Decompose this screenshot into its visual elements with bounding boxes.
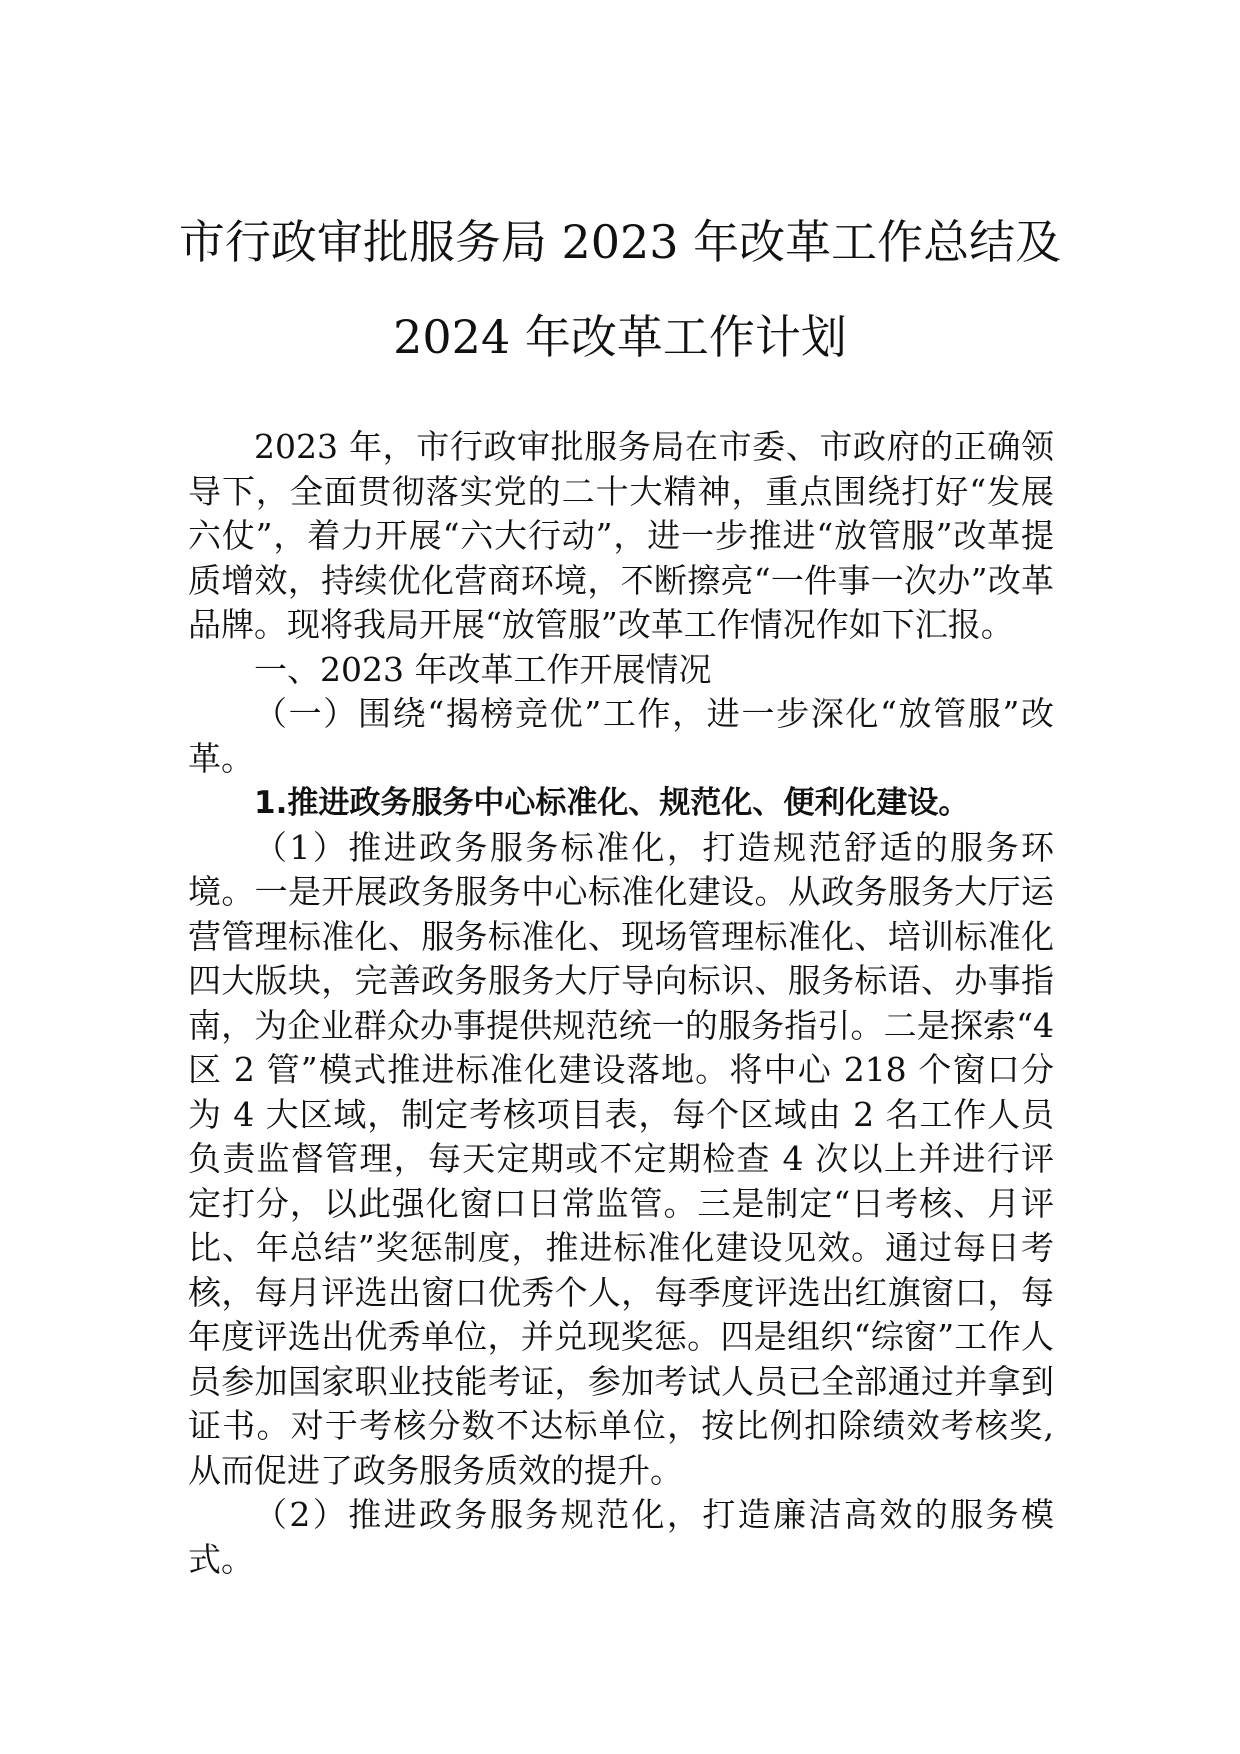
document-title-line-2: 2024 年改革工作计划 — [393, 310, 847, 364]
document-title-line-1: 市行政审批服务局 2023 年改革工作总结及 — [178, 215, 1062, 269]
intro-paragraph: 2023 年，市行政审批服务局在市委、市政府的正确领导下，全面贯彻落实党的二十大精神，重点围绕打好“发展六仗”，着力开展“六大行动”，进一步推进“放管服”改革提质增效，持续优化营商环境，不断擦亮“一件事一次办”改革品牌。现将我局开展“放管服”改革工作情况作如下汇报。 — [188, 427, 1054, 644]
body-paragraph-next: （2）推进政务服务规范化，打造廉洁高效的服务模式。 — [188, 1495, 1054, 1579]
document-body — [188, 425, 1054, 1582]
subsection-heading: （一）围绕“揭榜竞优”工作，进一步深化“放管服”改革。 — [188, 694, 1054, 778]
body-paragraph: （1）推进政务服务标准化，打造规范舒适的服务环境。一是开展政务服务中心标准化建设。从政务服务大厅运营管理标准化、服务标准化、现场管理标准化、培训标准化四大版块，完善政务服务大厅导向标识、服务标语、办事指南，为企业群众办事提供规范统一的服务指引。二是探索“4 区 2 管”模式推进标准化建设落地。将中心 218 个窗口分为 4 大区域，制定考核项目表，每个区域由 2 名工作人员负责监督管理，每天定期或不定期检查 4 次以上并进行评定打分，以此强化窗口日常监管。三是制定“日考核、月评比、年总结”奖惩制度，推进标准化建设见效。通过每日考核，每月评选出窗口优秀个人，每季度评选出红旗窗口，每年度评选出优秀单位，并兑现奖惩。四是组织“综窗”工作人员参加国家职业技能考证，参加考试人员已全部通过并拿到证书。对于考核分数不达标单位，按比例扣除绩效考核奖,从而促进了政务服务质效的提升。 — [188, 827, 1054, 1490]
section-heading: 一、2023 年改革工作开展情况 — [254, 649, 712, 689]
item-heading: 1.推进政务服务中心标准化、规范化、便利化建设。 — [254, 785, 970, 821]
